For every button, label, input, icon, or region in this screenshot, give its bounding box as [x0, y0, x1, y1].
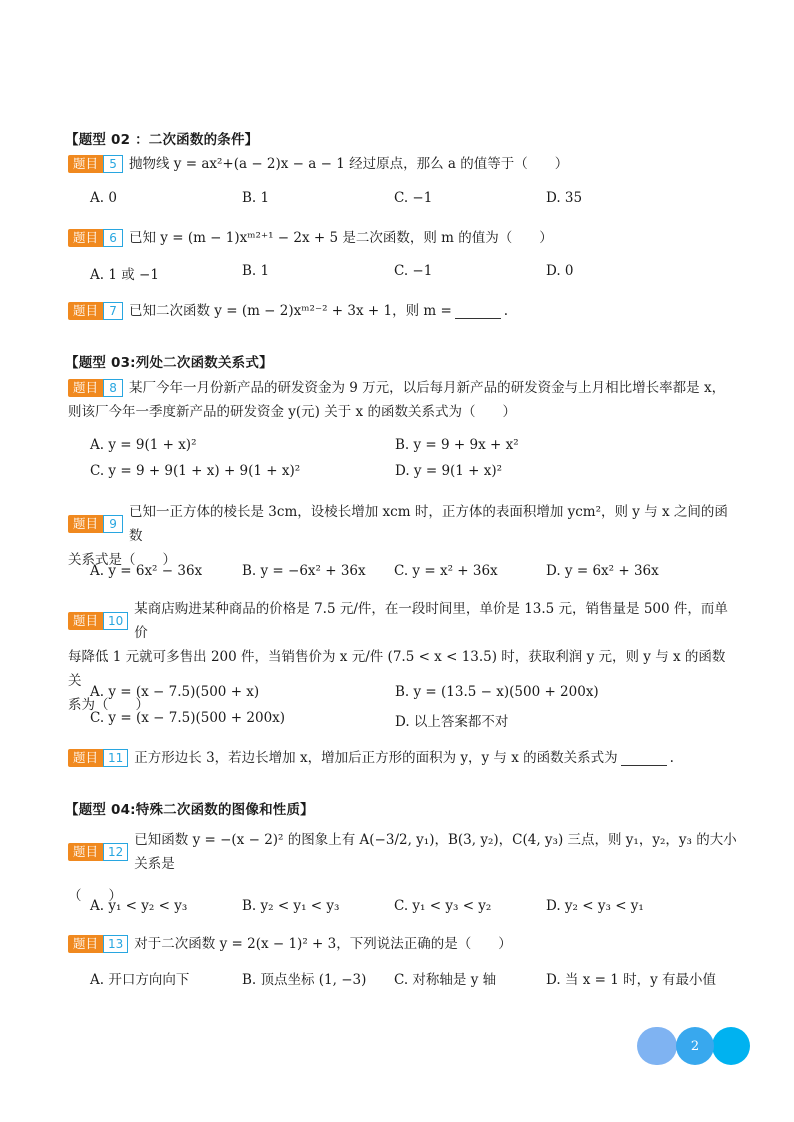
- question-tag: 题目 8: [68, 379, 123, 397]
- option-a: A. 1 或 −1: [90, 267, 159, 283]
- section-heading-02: 【题型 02 ：二次函数的条件】: [65, 132, 259, 148]
- option-a: A. y₁ < y₂ < y₃: [90, 898, 188, 914]
- option-d: D. 35: [546, 190, 583, 206]
- question-11: 题目 11 正方形边长 3，若边长增加 x，增加后正方形的面积为 y，y 与 x 的函数关系式为 .: [68, 746, 738, 770]
- option-d: D. 以上答案都不对: [395, 714, 509, 730]
- section-heading-03: 【题型 03:列处二次函数关系式】: [65, 355, 273, 371]
- question-text: 对于二次函数 y = 2(x − 1)² + 3，下列说法正确的是（ ）: [134, 936, 512, 952]
- options-q9: [90, 563, 710, 579]
- option-a: A. 0: [90, 190, 117, 206]
- options-q10-row1: [90, 684, 710, 700]
- question-tag: 题目 5: [68, 155, 123, 173]
- options-q8-row1: [90, 437, 710, 453]
- question-text: 抛物线 y = ax²+(a − 2)x − a − 1 经过原点，那么 a 的值等于（ ）: [129, 156, 569, 172]
- question-text-cont: 每降低 1 元就可多售出 200 件，当销售价为 x 元/件 (7.5 < x < 13.5) 时，获取利润 y 元，则 y 与 x 的函数关: [68, 649, 726, 689]
- section-heading-04: 【题型 04:特殊二次函数的图像和性质】: [65, 802, 314, 818]
- option-c: C. y = x² + 36x: [394, 563, 498, 579]
- option-b: B. y = (13.5 − x)(500 + 200x): [395, 684, 599, 700]
- answer-blank[interactable]: [455, 304, 501, 319]
- question-tag: 题目 6: [68, 229, 123, 247]
- option-c: C. −1: [394, 190, 433, 206]
- question-text: 已知二次函数 y = (m − 2)xᵐ²⁻² + 3x + 1，则 m =: [129, 303, 452, 319]
- question-tag: 题目 9: [68, 515, 123, 533]
- options-q5: [90, 190, 710, 206]
- option-b: B. 顶点坐标 (1, −3): [242, 972, 367, 988]
- question-text: 某商店购进某种商品的价格是 7.5 元/件，在一段时间里，单价是 13.5 元，销售量是 500 件，而单价: [134, 601, 728, 641]
- option-a: A. y = 6x² − 36x: [90, 563, 203, 579]
- option-b: B. y₂ < y₁ < y₃: [242, 898, 340, 914]
- question-text-cont: 则该厂今年一季度新产品的研发资金 y(元) 关于 x 的函数关系式为（ ）: [68, 404, 516, 420]
- option-b: B. y = 9 + 9x + x²: [395, 437, 519, 453]
- option-a: A. 开口方向向下: [90, 972, 190, 988]
- question-12: [68, 828, 738, 908]
- page-badge-right: [712, 1027, 750, 1065]
- page-number: 2: [690, 1038, 700, 1054]
- question-text: 已知一正方体的棱长是 3cm，设棱长增加 xcm 时，正方体的表面积增加 ycm²，则 y 与 x 之间的函数: [129, 504, 728, 544]
- option-b: B. 1: [242, 190, 270, 206]
- option-d: D. 0: [546, 263, 574, 279]
- question-7: 题目 7 已知二次函数 y = (m − 2)xᵐ²⁻² + 3x + 1，则 m = .: [68, 299, 738, 323]
- question-tag: 题目 12: [68, 843, 128, 861]
- option-c: C. 对称轴是 y 轴: [394, 972, 497, 988]
- question-text: 正方形边长 3，若边长增加 x，增加后正方形的面积为 y，y 与 x 的函数关系式为: [134, 750, 618, 766]
- question-tag: 题目 10: [68, 612, 128, 630]
- options-q10-row2: [90, 710, 710, 730]
- question-8: [68, 376, 738, 424]
- option-a: A. y = 9(1 + x)²: [90, 437, 197, 453]
- question-text-cont: 关系式是（ ）: [68, 552, 176, 568]
- question-6: [68, 226, 738, 250]
- question-text: 已知 y = (m − 1)xᵐ²⁺¹ − 2x + 5 是二次函数，则 m 的值为（ ）: [129, 230, 553, 246]
- option-d: D. 当 x = 1 时，y 有最小值: [546, 972, 717, 988]
- answer-blank[interactable]: [621, 751, 667, 766]
- options-q6: [90, 263, 710, 283]
- option-c: C. −1: [394, 263, 433, 279]
- question-tag: 题目 7: [68, 302, 123, 320]
- question-13: [68, 932, 738, 956]
- page-badge-left: [637, 1027, 677, 1065]
- question-text: 某厂今年一月份新产品的研发资金为 9 万元，以后每月新产品的研发资金与上月相比增长率都是 x，: [129, 380, 726, 396]
- option-c: C. y = 9 + 9(1 + x) + 9(1 + x)²: [90, 463, 301, 479]
- question-text-cont: 系为（ ）: [68, 697, 149, 713]
- question-tag: 题目 13: [68, 935, 128, 953]
- option-d: D. y = 6x² + 36x: [546, 563, 659, 579]
- options-q8-row2: [90, 463, 710, 479]
- option-c: C. y₁ < y₃ < y₂: [394, 898, 492, 914]
- options-q13: [90, 968, 717, 988]
- question-text-cont: （ ）: [68, 888, 122, 904]
- option-a: A. y = (x − 7.5)(500 + x): [90, 684, 260, 700]
- options-q12: [90, 898, 710, 914]
- question-text: 已知函数 y = −(x − 2)² 的图象上有 A(−3/2, y₁)，B(3, y₂)，C(4, y₃) 三点，则 y₁，y₂，y₃ 的大小关系是: [134, 832, 737, 872]
- option-c: C. y = (x − 7.5)(500 + 200x): [90, 710, 286, 726]
- option-b: B. 1: [242, 263, 270, 279]
- option-d: D. y = 9(1 + x)²: [395, 463, 503, 479]
- option-d: D. y₂ < y₃ < y₁: [546, 898, 644, 914]
- question-5: [68, 152, 738, 176]
- question-tag: 题目 11: [68, 749, 128, 767]
- option-b: B. y = −6x² + 36x: [242, 563, 366, 579]
- question-9: [68, 500, 738, 572]
